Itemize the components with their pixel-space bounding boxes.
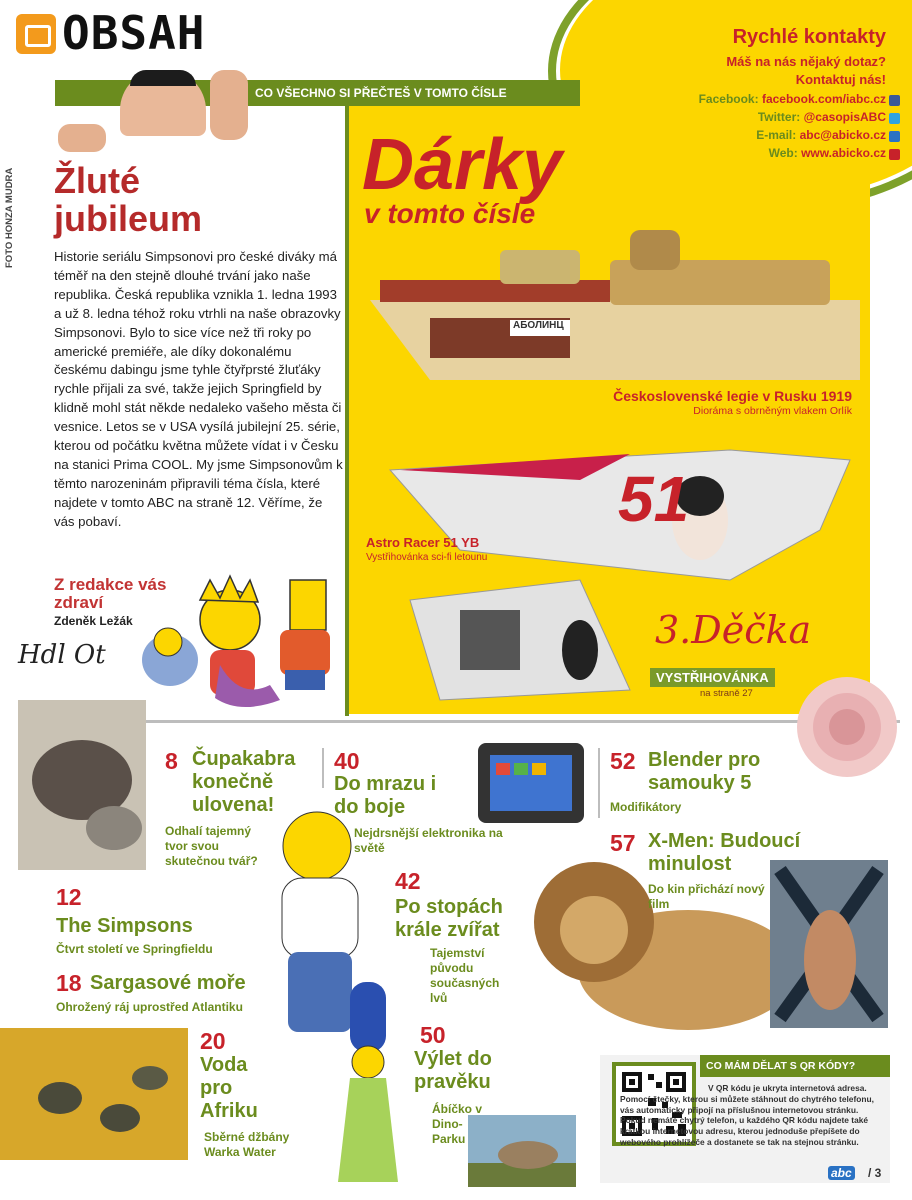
- toc-title-sargasso[interactable]: Sargasové moře: [90, 972, 246, 994]
- contacts-question: Máš na nás nějaký dotaz?: [726, 54, 886, 69]
- toc-sub-sargasso: Ohrožený ráj uprostřed Atlantiku: [56, 1000, 243, 1014]
- chupacabra-photo: [18, 700, 146, 870]
- toc-page-50: 50: [420, 1022, 446, 1048]
- web-icon: [889, 149, 900, 160]
- toc-page-40: 40: [334, 748, 360, 774]
- train-caption: Československé legie v Rusku 1919: [613, 388, 852, 404]
- article-title: [54, 162, 344, 238]
- editor-hand-right: [210, 70, 248, 140]
- contact-twitter[interactable]: Twitter: @casopisABC: [757, 110, 886, 124]
- toc-page-20: 20: [200, 1028, 226, 1054]
- toc-sub-blender: Modifikátory: [610, 800, 682, 814]
- toc-page-8: 8: [165, 748, 178, 774]
- racer-number: 51: [618, 463, 690, 535]
- toc-title-blender[interactable]: Blender pro samouky 5: [648, 749, 761, 794]
- toc-page-57: 57: [610, 830, 636, 856]
- train-sign: АБОЛИНЦ: [513, 320, 564, 331]
- simpsons-kids-illustration: [130, 570, 340, 710]
- photo-credit: FOTO HONZA MUDRA: [4, 167, 15, 268]
- toc-separator: [598, 748, 600, 818]
- train-subcaption: Dioráma s obrněným vlakem Orlík: [693, 405, 852, 417]
- contact-web[interactable]: Web: www.abicko.cz: [768, 146, 886, 160]
- toc-sub-frost: Nejdrsnější elektronika na světě: [354, 826, 503, 855]
- page-title: OBSAH: [62, 6, 206, 60]
- rugged-tablet-photo: [476, 735, 586, 827]
- toc-sub-simpsons: Čtvrt století ve Springfieldu: [56, 942, 213, 956]
- strap-label: CO VŠECHNO SI PŘEČTEŠ V TOMTO ČÍSLE: [255, 86, 507, 100]
- article-title-line1: Žluté: [54, 160, 140, 201]
- abc-logo: abc: [828, 1166, 855, 1180]
- toc-sub-xmen: Do kin přichází nový film: [648, 882, 765, 911]
- toc-title-simpsons[interactable]: The Simpsons: [56, 915, 193, 937]
- racer-caption: Astro Racer 51 YB: [366, 535, 480, 550]
- page-number: / 3: [868, 1166, 882, 1180]
- contact-email[interactable]: E-mail: abc@abicko.cz: [756, 128, 886, 142]
- article-title-line2: jubileum: [54, 198, 203, 239]
- racer-subcaption: Vystřihovánka sci-fi letounu: [366, 552, 488, 563]
- toc-page-18: 18: [56, 970, 82, 996]
- toc-separator: [322, 748, 324, 788]
- contacts-title: Rychlé kontakty: [732, 26, 886, 48]
- lion-photo: [518, 850, 802, 1050]
- toc-sub-lions: Tajemství původu současných lvů: [430, 946, 500, 1005]
- editor-signature: Hdl Ot: [18, 640, 106, 670]
- qr-instructions: V QR kódu je ukryta internetová adresa. Pomocí čtečky, kterou si můžete stáhnout do chytrého telefonu, vás automaticky připojí na příslušnou internetovou stránku. Pokud nemáte chytrý telefon, u každého QR kódu najdete také krátkou internetovou adresu, kterou jednoduše přepíšete do webového prohlížeče a dostanete se tak na stejnou stránku.: [620, 1083, 874, 1147]
- gifts-subtitle: v tomto čísle: [364, 198, 536, 229]
- twitter-icon: [889, 113, 900, 124]
- toc-sub-chupacabra: Odhalí tajemný tvor svou skutečnou tvář?: [165, 824, 258, 868]
- toc-title-chupacabra[interactable]: Čupakabra konečně ulovena!: [192, 748, 296, 816]
- toc-title-lions[interactable]: Po stopách krále zvířat: [395, 896, 503, 941]
- xmen-poster: [770, 860, 888, 1028]
- email-icon: [889, 131, 900, 142]
- toc-sub-prehistory: Ábíčko v Dino-Parku: [432, 1102, 483, 1146]
- editor-greeting: Z redakce vás zdraví: [54, 575, 167, 612]
- gifts-title: Dárky: [362, 125, 563, 205]
- facebook-icon: [889, 95, 900, 106]
- editor-hand-left: [58, 124, 106, 152]
- contact-facebook[interactable]: Facebook: facebook.com/iabc.cz: [698, 92, 886, 106]
- toc-sub-water: Sběrné džbány Warka Water: [204, 1130, 290, 1159]
- editor-name: Zdeněk Ležák: [54, 614, 133, 628]
- toc-page-42: 42: [395, 868, 421, 894]
- toc-page-12: 12: [56, 884, 82, 910]
- editor-photo: [120, 70, 206, 136]
- magazine-icon: [16, 14, 56, 54]
- toc-title-prehistory[interactable]: Výlet do pravěku: [414, 1048, 492, 1093]
- armored-train-diorama: [370, 230, 860, 390]
- toc-title-frost[interactable]: Do mrazu i do boje: [334, 773, 437, 818]
- sea-turtles-photo: [0, 1028, 188, 1160]
- toc-page-52: 52: [610, 748, 636, 774]
- marge-illustration: [320, 982, 410, 1192]
- article-body: Historie seriálu Simpsonovi pro české diváky má téměř na den stejně dlouhé trvání jako naše republika. Česká republika vznikla 1. ledna 1993 a už 8. ledna téhož roku vtrhli na naše obrazovky Simpsonovi. Bylo to sice více než tři roky po americké premiéře, ale díky dokonalému českému dabingu jsme tyhle čtyřprsté žluťáky rychle přijali za své, takže jejich Springfield by klidně mohl stát někde nedaleko vašeho města či vesnice. Letos se v USA vysílá jubilejní 25. série, kterou od počátku května můžete vídat i v Česku na stanici Prima COOL. My jsme Simpsonovům k těmto narozeninám připravili téma čísla, které najdete v tomto ABC na straně 12. Věříme, že vás pobaví.: [54, 249, 343, 529]
- toc-title-xmen[interactable]: X-Men: Budoucí minulost: [648, 830, 801, 875]
- brand-logo: 3.Děčka: [655, 608, 812, 652]
- toc-title-water[interactable]: Voda pro Afriku: [200, 1054, 258, 1122]
- seashell-illustration: [785, 672, 910, 782]
- contacts-cta: Kontaktuj nás!: [795, 72, 886, 87]
- qr-title: CO MÁM DĚLAT S QR KÓDY?: [706, 1060, 856, 1072]
- cutout-page: na straně 27: [700, 688, 753, 699]
- cutout-badge: VYSTŘIHOVÁNKA: [650, 668, 775, 687]
- gifts-divider: [345, 104, 349, 716]
